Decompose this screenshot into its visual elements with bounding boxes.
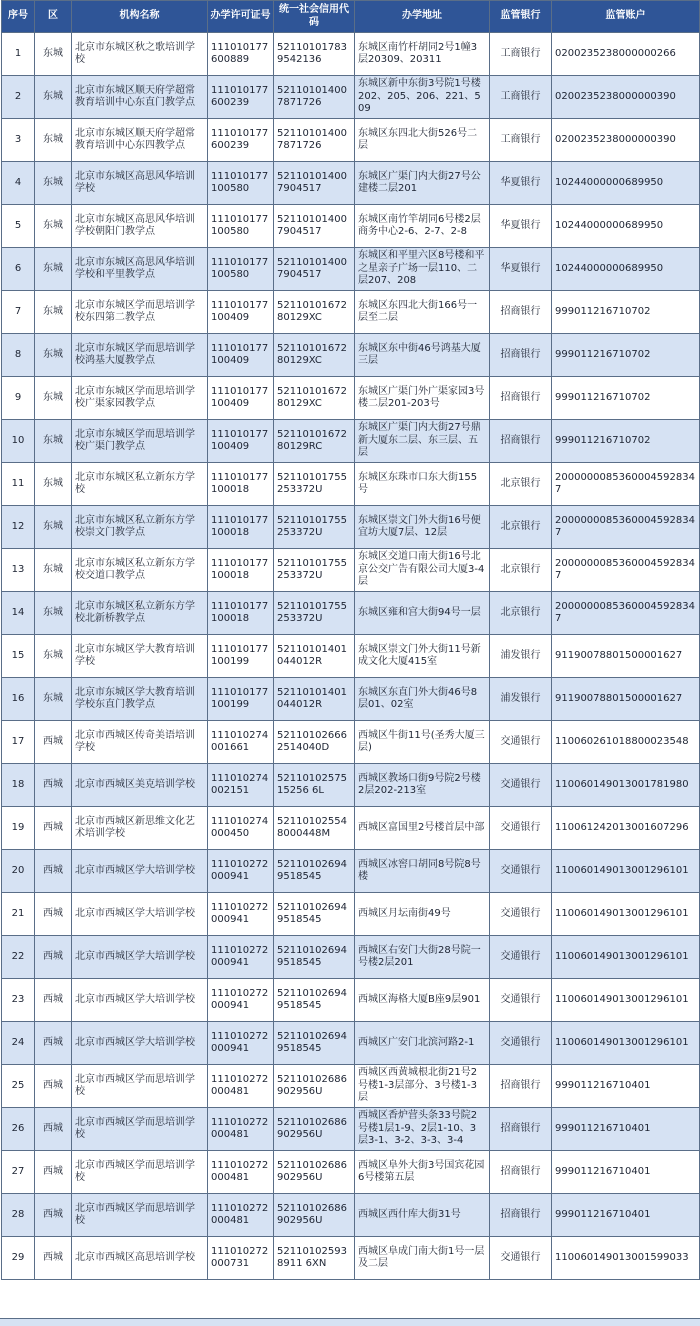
table-row bbox=[2, 1237, 700, 1280]
table-row bbox=[2, 678, 700, 721]
cell-institution-name: 北京市西城区学而思培训学校 bbox=[72, 1194, 208, 1237]
institution-table bbox=[1, 0, 700, 1280]
cell-address: 西城区阜成门南大街1号一层及二层 bbox=[355, 1237, 490, 1280]
cell-bank: 招商银行 bbox=[490, 1108, 552, 1151]
cell-account: 10244000000689950 bbox=[552, 248, 700, 291]
cell-bank: 招商银行 bbox=[490, 420, 552, 463]
header-license-no: 办学许可证号 bbox=[208, 1, 274, 33]
cell-district: 西城 bbox=[35, 1194, 72, 1237]
cell-district: 东城 bbox=[35, 592, 72, 635]
cell-license-no: 111010177100199 bbox=[208, 678, 274, 721]
cell-bank: 交通银行 bbox=[490, 807, 552, 850]
cell-credit-code: 521101014007904517 bbox=[274, 205, 355, 248]
cell-index: 16 bbox=[2, 678, 35, 721]
cell-district: 东城 bbox=[35, 33, 72, 76]
cell-account: 999011216710401 bbox=[552, 1065, 700, 1108]
cell-bank: 交通银行 bbox=[490, 721, 552, 764]
cell-district: 西城 bbox=[35, 1151, 72, 1194]
table-row bbox=[2, 1151, 700, 1194]
cell-credit-code: 52110101755253372U bbox=[274, 592, 355, 635]
cell-address: 西城区西什库大街31号 bbox=[355, 1194, 490, 1237]
table-row bbox=[2, 334, 700, 377]
cell-license-no: 111010177100580 bbox=[208, 162, 274, 205]
cell-credit-code: 52110102686902956U bbox=[274, 1151, 355, 1194]
cell-bank: 招商银行 bbox=[490, 1194, 552, 1237]
cell-index: 2 bbox=[2, 76, 35, 119]
header-account: 监管账户 bbox=[552, 1, 700, 33]
cell-account: 110060149013001296101 bbox=[552, 936, 700, 979]
cell-license-no: 111010177100018 bbox=[208, 592, 274, 635]
cell-institution-name: 北京市东城区学而思培训学校广渠门教学点 bbox=[72, 420, 208, 463]
cell-address: 东城区广渠门内大街27号公建楼二层201 bbox=[355, 162, 490, 205]
table-row bbox=[2, 205, 700, 248]
header-bank: 监管银行 bbox=[490, 1, 552, 33]
cell-credit-code: 521101026949518545 bbox=[274, 850, 355, 893]
cell-district: 西城 bbox=[35, 1022, 72, 1065]
cell-index: 26 bbox=[2, 1108, 35, 1151]
cell-address: 西城区阜外大街3号国宾花园6号楼第五层 bbox=[355, 1151, 490, 1194]
cell-bank: 招商银行 bbox=[490, 291, 552, 334]
table-row bbox=[2, 1108, 700, 1151]
cell-license-no: 111010177100018 bbox=[208, 549, 274, 592]
cell-license-no: 111010177100409 bbox=[208, 334, 274, 377]
header-institution-name: 机构名称 bbox=[72, 1, 208, 33]
cell-bank: 浦发银行 bbox=[490, 678, 552, 721]
cell-credit-code: 52110101755253372U bbox=[274, 506, 355, 549]
cell-address: 东城区广渠门内大街27号鼎新大厦东二层、东三层、五层 bbox=[355, 420, 490, 463]
cell-district: 东城 bbox=[35, 420, 72, 463]
cell-bank: 招商银行 bbox=[490, 377, 552, 420]
cell-account: 10244000000689950 bbox=[552, 205, 700, 248]
cell-institution-name: 北京市东城区高思风华培训学校朝阳门教学点 bbox=[72, 205, 208, 248]
cell-license-no: 111010272000941 bbox=[208, 893, 274, 936]
table-row bbox=[2, 119, 700, 162]
cell-account: 999011216710702 bbox=[552, 334, 700, 377]
cell-address: 东城区和平里六区8号楼和平之星亲子广场一层110、二层207、208 bbox=[355, 248, 490, 291]
cell-account: 0200235238000000390 bbox=[552, 119, 700, 162]
cell-institution-name: 北京市东城区顺天府学超常教育培训中心东四教学点 bbox=[72, 119, 208, 162]
cell-address: 东城区广渠门外广渠家园3号楼二层201-203号 bbox=[355, 377, 490, 420]
cell-account: 20000000853600045928347 bbox=[552, 549, 700, 592]
cell-institution-name: 北京市东城区私立新东方学校 bbox=[72, 463, 208, 506]
cell-license-no: 111010272000941 bbox=[208, 979, 274, 1022]
cell-index: 15 bbox=[2, 635, 35, 678]
cell-index: 6 bbox=[2, 248, 35, 291]
cell-address: 东城区东四北大街526号二层 bbox=[355, 119, 490, 162]
cell-district: 西城 bbox=[35, 850, 72, 893]
table-row bbox=[2, 592, 700, 635]
cell-institution-name: 北京市东城区学而思培训学校广渠家园教学点 bbox=[72, 377, 208, 420]
cell-bank: 华夏银行 bbox=[490, 162, 552, 205]
cell-account: 110060149013001296101 bbox=[552, 979, 700, 1022]
cell-account: 999011216710702 bbox=[552, 377, 700, 420]
table-row bbox=[2, 893, 700, 936]
cell-district: 西城 bbox=[35, 1108, 72, 1151]
cell-institution-name: 北京市西城区学大培训学校 bbox=[72, 936, 208, 979]
cell-address: 东城区东直门外大街46号8层01、02室 bbox=[355, 678, 490, 721]
cell-account: 110060149013001296101 bbox=[552, 1022, 700, 1065]
next-row-partial bbox=[0, 1318, 700, 1326]
cell-account: 20000000853600045928347 bbox=[552, 463, 700, 506]
cell-license-no: 111010177100409 bbox=[208, 420, 274, 463]
cell-address: 东城区崇文门外大街11号新成文化大厦415室 bbox=[355, 635, 490, 678]
cell-bank: 交通银行 bbox=[490, 850, 552, 893]
table-row bbox=[2, 549, 700, 592]
cell-index: 4 bbox=[2, 162, 35, 205]
cell-account: 20000000853600045928347 bbox=[552, 592, 700, 635]
table-row bbox=[2, 506, 700, 549]
table-row bbox=[2, 76, 700, 119]
table-row bbox=[2, 162, 700, 205]
cell-license-no: 111010272000481 bbox=[208, 1151, 274, 1194]
table-row bbox=[2, 1065, 700, 1108]
cell-credit-code: 521101025938911 6XN bbox=[274, 1237, 355, 1280]
cell-license-no: 111010177100018 bbox=[208, 506, 274, 549]
cell-credit-code: 521101026949518545 bbox=[274, 893, 355, 936]
cell-credit-code: 521101014007904517 bbox=[274, 162, 355, 205]
cell-institution-name: 北京市东城区学而思培训学校鸿基大厦教学点 bbox=[72, 334, 208, 377]
cell-district: 西城 bbox=[35, 1065, 72, 1108]
table-header bbox=[2, 1, 700, 33]
cell-license-no: 111010177600239 bbox=[208, 119, 274, 162]
cell-license-no: 111010177100409 bbox=[208, 291, 274, 334]
cell-bank: 工商银行 bbox=[490, 119, 552, 162]
cell-index: 23 bbox=[2, 979, 35, 1022]
cell-district: 东城 bbox=[35, 377, 72, 420]
cell-license-no: 111010274002151 bbox=[208, 764, 274, 807]
cell-address: 东城区南竹竿胡同6号楼2层商务中心2-6、2-7、2-8 bbox=[355, 205, 490, 248]
cell-bank: 交通银行 bbox=[490, 979, 552, 1022]
cell-index: 1 bbox=[2, 33, 35, 76]
cell-district: 东城 bbox=[35, 635, 72, 678]
cell-index: 17 bbox=[2, 721, 35, 764]
cell-credit-code: 521101014007871726 bbox=[274, 76, 355, 119]
cell-bank: 招商银行 bbox=[490, 334, 552, 377]
header-credit-code: 统一社会信用代码 bbox=[274, 1, 355, 33]
table-row bbox=[2, 248, 700, 291]
cell-index: 25 bbox=[2, 1065, 35, 1108]
cell-license-no: 111010272000731 bbox=[208, 1237, 274, 1280]
table-row bbox=[2, 1194, 700, 1237]
cell-address: 东城区崇文门外大街16号便宜坊大厦7层、12层 bbox=[355, 506, 490, 549]
cell-credit-code: 52110102686902956U bbox=[274, 1108, 355, 1151]
cell-institution-name: 北京市西城区学大培训学校 bbox=[72, 850, 208, 893]
table-row bbox=[2, 936, 700, 979]
cell-district: 东城 bbox=[35, 162, 72, 205]
cell-license-no: 111010272000481 bbox=[208, 1194, 274, 1237]
cell-bank: 交通银行 bbox=[490, 1237, 552, 1280]
cell-bank: 交通银行 bbox=[490, 893, 552, 936]
cell-account: 999011216710401 bbox=[552, 1108, 700, 1151]
cell-account: 999011216710702 bbox=[552, 291, 700, 334]
cell-address: 东城区南竹杆胡同2号1幢3层20309、20311 bbox=[355, 33, 490, 76]
cell-institution-name: 北京市东城区私立新东方学校崇文门教学点 bbox=[72, 506, 208, 549]
cell-institution-name: 北京市西城区高思培训学校 bbox=[72, 1237, 208, 1280]
cell-institution-name: 北京市西城区学大培训学校 bbox=[72, 979, 208, 1022]
cell-institution-name: 北京市东城区私立新东方学校交道口教学点 bbox=[72, 549, 208, 592]
cell-bank: 浦发银行 bbox=[490, 635, 552, 678]
cell-district: 西城 bbox=[35, 1237, 72, 1280]
cell-district: 西城 bbox=[35, 764, 72, 807]
cell-address: 西城区牛街11号(圣秀大厦三层) bbox=[355, 721, 490, 764]
cell-license-no: 111010177100580 bbox=[208, 248, 274, 291]
cell-district: 东城 bbox=[35, 463, 72, 506]
header-index: 序号 bbox=[2, 1, 35, 33]
cell-address: 东城区交道口南大街16号北京公交广告有限公司大厦3-4层 bbox=[355, 549, 490, 592]
cell-district: 东城 bbox=[35, 549, 72, 592]
cell-account: 110060149013001296101 bbox=[552, 850, 700, 893]
cell-credit-code: 521101017839542136 bbox=[274, 33, 355, 76]
cell-index: 14 bbox=[2, 592, 35, 635]
cell-index: 29 bbox=[2, 1237, 35, 1280]
cell-bank: 北京银行 bbox=[490, 592, 552, 635]
cell-address: 西城区西黄城根北街21号2号楼1-3层部分、3号楼1-3层 bbox=[355, 1065, 490, 1108]
cell-account: 20000000853600045928347 bbox=[552, 506, 700, 549]
table-body bbox=[2, 33, 700, 1280]
cell-institution-name: 北京市西城区美克培训学校 bbox=[72, 764, 208, 807]
cell-institution-name: 北京市东城区顺天府学超常教育培训中心东直门教学点 bbox=[72, 76, 208, 119]
header-row bbox=[2, 1, 700, 33]
cell-institution-name: 北京市西城区学而思培训学校 bbox=[72, 1151, 208, 1194]
cell-district: 东城 bbox=[35, 76, 72, 119]
cell-account: 91190078801500001627 bbox=[552, 635, 700, 678]
table-row bbox=[2, 33, 700, 76]
cell-address: 东城区雍和宫大街94号一层 bbox=[355, 592, 490, 635]
table-row bbox=[2, 979, 700, 1022]
cell-district: 东城 bbox=[35, 334, 72, 377]
cell-address: 西城区冰窖口胡同8号院8号楼 bbox=[355, 850, 490, 893]
cell-bank: 华夏银行 bbox=[490, 248, 552, 291]
table-row bbox=[2, 721, 700, 764]
cell-credit-code: 521101026949518545 bbox=[274, 936, 355, 979]
cell-account: 999011216710702 bbox=[552, 420, 700, 463]
cell-address: 西城区月坛南街49号 bbox=[355, 893, 490, 936]
cell-institution-name: 北京市西城区学而思培训学校 bbox=[72, 1065, 208, 1108]
cell-credit-code: 5211010167280129XC bbox=[274, 291, 355, 334]
cell-account: 110060149013001599033 bbox=[552, 1237, 700, 1280]
cell-institution-name: 北京市东城区高思风华培训学校 bbox=[72, 162, 208, 205]
cell-index: 21 bbox=[2, 893, 35, 936]
cell-institution-name: 北京市东城区学而思培训学校东四第二教学点 bbox=[72, 291, 208, 334]
cell-district: 东城 bbox=[35, 678, 72, 721]
cell-address: 东城区东珠市口东大街155号 bbox=[355, 463, 490, 506]
cell-district: 西城 bbox=[35, 936, 72, 979]
cell-institution-name: 北京市东城区私立新东方学校北新桥教学点 bbox=[72, 592, 208, 635]
cell-index: 19 bbox=[2, 807, 35, 850]
cell-district: 东城 bbox=[35, 291, 72, 334]
cell-account: 999011216710401 bbox=[552, 1151, 700, 1194]
header-address: 办学地址 bbox=[355, 1, 490, 33]
cell-institution-name: 北京市西城区学大培训学校 bbox=[72, 893, 208, 936]
cell-license-no: 111010272000941 bbox=[208, 850, 274, 893]
cell-bank: 北京银行 bbox=[490, 549, 552, 592]
cell-account: 0200235238000000390 bbox=[552, 76, 700, 119]
cell-credit-code: 521101026662514040D bbox=[274, 721, 355, 764]
cell-district: 西城 bbox=[35, 807, 72, 850]
cell-index: 12 bbox=[2, 506, 35, 549]
cell-index: 20 bbox=[2, 850, 35, 893]
cell-institution-name: 北京市东城区秋之歌培训学校 bbox=[72, 33, 208, 76]
cell-index: 18 bbox=[2, 764, 35, 807]
cell-credit-code: 52110102686902956U bbox=[274, 1065, 355, 1108]
cell-index: 5 bbox=[2, 205, 35, 248]
cell-account: 0200235238000000266 bbox=[552, 33, 700, 76]
cell-license-no: 111010177100580 bbox=[208, 205, 274, 248]
cell-district: 东城 bbox=[35, 506, 72, 549]
cell-account: 999011216710401 bbox=[552, 1194, 700, 1237]
cell-district: 西城 bbox=[35, 893, 72, 936]
cell-district: 西城 bbox=[35, 979, 72, 1022]
cell-account: 91190078801500001627 bbox=[552, 678, 700, 721]
cell-bank: 北京银行 bbox=[490, 463, 552, 506]
cell-address: 东城区新中东街3号院1号楼202、205、206、221、509 bbox=[355, 76, 490, 119]
cell-credit-code: 521101025548000448M bbox=[274, 807, 355, 850]
cell-bank: 交通银行 bbox=[490, 764, 552, 807]
cell-account: 110060149013001781980 bbox=[552, 764, 700, 807]
cell-credit-code: 521101014007871726 bbox=[274, 119, 355, 162]
cell-license-no: 111010272000481 bbox=[208, 1108, 274, 1151]
table-row bbox=[2, 463, 700, 506]
cell-license-no: 111010177100018 bbox=[208, 463, 274, 506]
cell-credit-code: 521101026949518545 bbox=[274, 979, 355, 1022]
table-row bbox=[2, 1022, 700, 1065]
cell-bank: 华夏银行 bbox=[490, 205, 552, 248]
cell-address: 东城区东中街46号鸿基大厦三层 bbox=[355, 334, 490, 377]
cell-institution-name: 北京市东城区学大教育培训学校东直门教学点 bbox=[72, 678, 208, 721]
cell-bank: 北京银行 bbox=[490, 506, 552, 549]
cell-license-no: 111010177600239 bbox=[208, 76, 274, 119]
cell-institution-name: 北京市西城区新思维文化艺术培训学校 bbox=[72, 807, 208, 850]
cell-credit-code: 52110101755253372U bbox=[274, 463, 355, 506]
cell-account: 110060149013001296101 bbox=[552, 893, 700, 936]
cell-address: 西城区教场口街9号院2号楼2层202-213室 bbox=[355, 764, 490, 807]
cell-account: 110061242013001607296 bbox=[552, 807, 700, 850]
cell-license-no: 111010272000481 bbox=[208, 1065, 274, 1108]
cell-license-no: 111010272000941 bbox=[208, 936, 274, 979]
cell-bank: 招商银行 bbox=[490, 1065, 552, 1108]
table-row bbox=[2, 377, 700, 420]
cell-index: 10 bbox=[2, 420, 35, 463]
cell-license-no: 111010274001661 bbox=[208, 721, 274, 764]
cell-institution-name: 北京市东城区学大教育培训学校 bbox=[72, 635, 208, 678]
cell-credit-code: 5211010167280129RC bbox=[274, 420, 355, 463]
cell-index: 13 bbox=[2, 549, 35, 592]
cell-credit-code: 5211010167280129XC bbox=[274, 377, 355, 420]
cell-credit-code: 52110101401044012R bbox=[274, 635, 355, 678]
cell-address: 东城区东四北大街166号一层至二层 bbox=[355, 291, 490, 334]
cell-address: 西城区广安门北滨河路2-1 bbox=[355, 1022, 490, 1065]
cell-address: 西城区右安门大街28号院一号楼2层201 bbox=[355, 936, 490, 979]
cell-bank: 交通银行 bbox=[490, 1022, 552, 1065]
cell-credit-code: 5211010257515256 6L bbox=[274, 764, 355, 807]
cell-credit-code: 52110102686902956U bbox=[274, 1194, 355, 1237]
table-row bbox=[2, 807, 700, 850]
cell-credit-code: 521101014007904517 bbox=[274, 248, 355, 291]
cell-credit-code: 521101026949518545 bbox=[274, 1022, 355, 1065]
cell-address: 西城区海格大厦B座9层901 bbox=[355, 979, 490, 1022]
cell-address: 西城区香炉营头条33号院2号楼1层1-9、2层1-10、3层3-1、3-2、3-3、3-4 bbox=[355, 1108, 490, 1151]
cell-district: 东城 bbox=[35, 205, 72, 248]
cell-index: 11 bbox=[2, 463, 35, 506]
cell-index: 3 bbox=[2, 119, 35, 162]
cell-credit-code: 5211010167280129XC bbox=[274, 334, 355, 377]
cell-district: 西城 bbox=[35, 721, 72, 764]
header-district: 区 bbox=[35, 1, 72, 33]
cell-institution-name: 北京市东城区高思风华培训学校和平里教学点 bbox=[72, 248, 208, 291]
cell-index: 8 bbox=[2, 334, 35, 377]
cell-institution-name: 北京市西城区学大培训学校 bbox=[72, 1022, 208, 1065]
cell-institution-name: 北京市西城区学而思培训学校 bbox=[72, 1108, 208, 1151]
cell-district: 东城 bbox=[35, 248, 72, 291]
cell-address: 西城区富国里2号楼首层中部 bbox=[355, 807, 490, 850]
cell-index: 7 bbox=[2, 291, 35, 334]
cell-credit-code: 52110101755253372U bbox=[274, 549, 355, 592]
cell-bank: 工商银行 bbox=[490, 33, 552, 76]
cell-account: 110060261018800023548 bbox=[552, 721, 700, 764]
cell-license-no: 111010177100199 bbox=[208, 635, 274, 678]
cell-bank: 交通银行 bbox=[490, 936, 552, 979]
cell-account: 10244000000689950 bbox=[552, 162, 700, 205]
table-row bbox=[2, 635, 700, 678]
cell-index: 24 bbox=[2, 1022, 35, 1065]
table-row bbox=[2, 291, 700, 334]
cell-index: 28 bbox=[2, 1194, 35, 1237]
cell-index: 9 bbox=[2, 377, 35, 420]
cell-bank: 招商银行 bbox=[490, 1151, 552, 1194]
table-row bbox=[2, 764, 700, 807]
cell-license-no: 111010177100409 bbox=[208, 377, 274, 420]
table-row bbox=[2, 420, 700, 463]
cell-index: 27 bbox=[2, 1151, 35, 1194]
cell-bank: 工商银行 bbox=[490, 76, 552, 119]
cell-index: 22 bbox=[2, 936, 35, 979]
table-row bbox=[2, 850, 700, 893]
cell-license-no: 111010177600889 bbox=[208, 33, 274, 76]
cell-license-no: 111010274000450 bbox=[208, 807, 274, 850]
cell-credit-code: 52110101401044012R bbox=[274, 678, 355, 721]
cell-institution-name: 北京市西城区传奇美语培训学校 bbox=[72, 721, 208, 764]
cell-district: 东城 bbox=[35, 119, 72, 162]
cell-license-no: 111010272000941 bbox=[208, 1022, 274, 1065]
